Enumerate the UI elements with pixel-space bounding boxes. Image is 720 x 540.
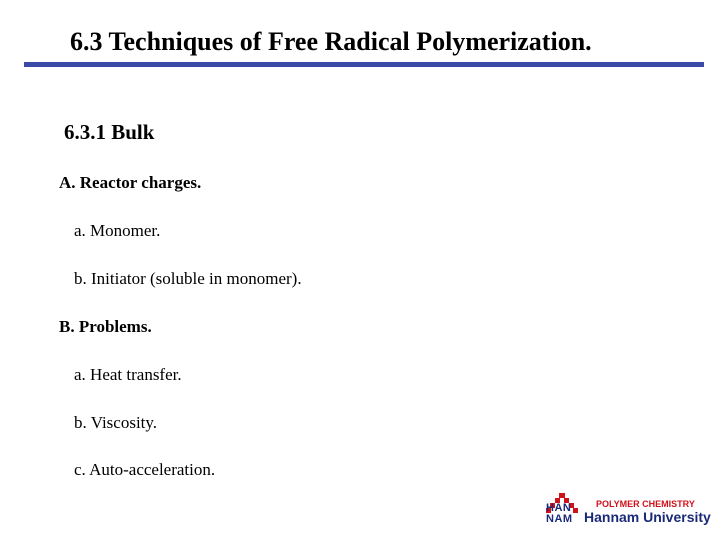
list-item: c. Auto-acceleration.	[74, 460, 216, 479]
list-item: a. Monomer.	[74, 221, 161, 240]
logo-tagline: POLYMER CHEMISTRY	[596, 499, 695, 509]
logo-university-name: Hannam University	[584, 509, 711, 525]
logo-nam-text: NAM	[546, 513, 573, 525]
reactor-charges-heading: A. Reactor charges.	[59, 173, 202, 192]
list-item: b. Initiator (soluble in monomer).	[74, 269, 302, 288]
logo-han-text: HAN	[546, 502, 572, 514]
list-item: b. Viscosity.	[74, 413, 158, 432]
slide-title: 6.3 Techniques of Free Radical Polymerization.	[70, 27, 592, 56]
list-item: a. Heat transfer.	[74, 365, 182, 384]
problems-heading: B. Problems.	[59, 317, 152, 336]
title-underline	[24, 62, 704, 67]
section-subheading: 6.3.1 Bulk	[64, 120, 155, 144]
university-logo	[546, 481, 711, 525]
